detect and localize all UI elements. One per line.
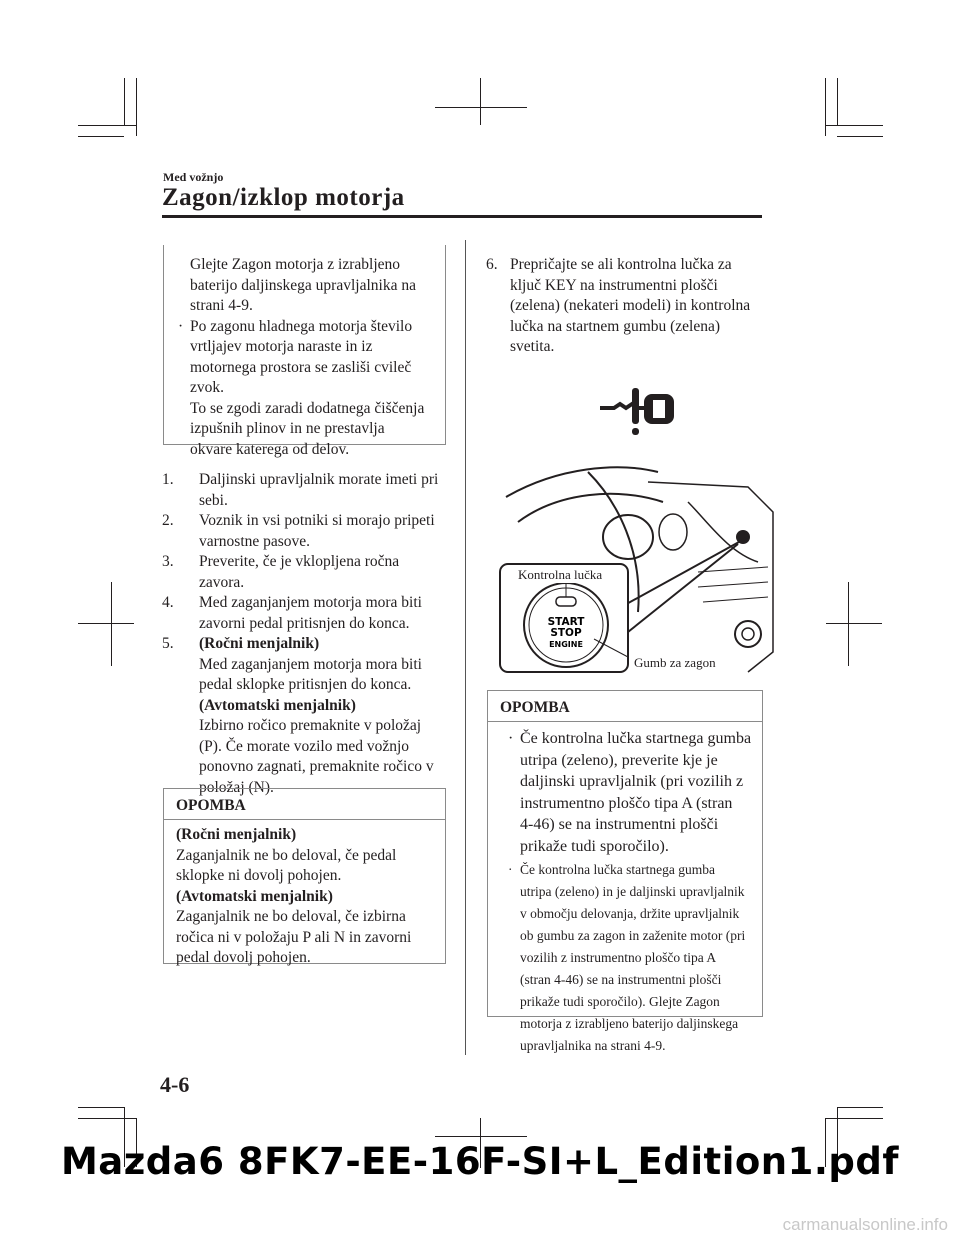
indicator-light-label: Kontrolna lučka xyxy=(518,567,603,582)
note-line: vrtljajev motorja naraste in iz xyxy=(190,338,373,355)
note-line: Zaganjalnik ne bo deloval, če pedal xyxy=(176,846,397,864)
list-item: 2. Voznik in vsi potniki si morajo pripeti varnostne pasove. xyxy=(162,512,435,550)
note-line: ob gumbu za zagon in zaženite motor (pri xyxy=(520,928,746,943)
crop-mark xyxy=(435,1136,527,1137)
header-rule xyxy=(162,215,762,218)
section-label: Med vožnjo xyxy=(163,170,224,184)
note-box-right xyxy=(487,690,763,1053)
note-line: baterijo daljinskega upravljalnika na xyxy=(190,276,416,294)
note-title: OPOMBA xyxy=(164,789,445,820)
crop-mark xyxy=(480,78,481,125)
start-label: START xyxy=(547,616,585,628)
note-line: v območju delovanja, držite upravljalnik xyxy=(520,906,740,921)
key-indicator-icon xyxy=(596,382,680,440)
page-number: 4-6 xyxy=(160,1072,190,1097)
list-item: 4. Med zaganjanjem motorja mora biti zavorni pedal pritisnjen do konca. xyxy=(162,594,422,632)
note-line: sklopke ni dovolj pohojen. xyxy=(176,867,342,884)
watermark: carmanualsonline.info xyxy=(782,1215,948,1234)
crop-mark xyxy=(848,582,849,666)
note-line: prikaže tudi sporočilo). xyxy=(520,837,669,855)
bullet: · xyxy=(508,862,513,877)
note-line: Če kontrolna lučka startnega gumba xyxy=(520,730,752,747)
note-line: To se zgodi zaradi dodatnega čiščenja xyxy=(190,399,425,417)
note-line: motorja z izrabljeno baterijo daljinskega xyxy=(520,1016,739,1031)
note-line: Po zagonu hladnega motorja število xyxy=(190,317,413,335)
note-line: utripa (zeleno), preverite kje je xyxy=(520,751,718,769)
note-line: izpušnih plinov in ne prestavlja xyxy=(190,420,385,437)
crop-mark xyxy=(78,136,124,137)
note-line: daljinski upravljalnik (pri vozilih z xyxy=(520,773,744,790)
crop-mark xyxy=(837,1107,883,1108)
crop-mark xyxy=(825,1118,883,1119)
note-line: (stran 4-46) se na instrumentni plošči xyxy=(520,972,722,987)
page-title: Zagon/izklop motorja xyxy=(162,184,405,211)
note-line: strani 4-9. xyxy=(190,297,253,314)
note-line: ročica ni v položaju P ali N in zavorni xyxy=(176,928,412,946)
crop-mark xyxy=(826,623,882,624)
continued-note-box xyxy=(163,245,446,458)
note-box-left xyxy=(163,788,446,964)
note-title: OPOMBA xyxy=(488,691,762,722)
note-line: upravljalnika na strani 4-9. xyxy=(520,1038,666,1053)
crop-mark xyxy=(78,623,134,624)
note-line: prikaže tudi sporočilo). Glejte Zagon xyxy=(520,994,720,1009)
note-subhead: (Avtomatski menjalnik) xyxy=(176,887,333,905)
bullet: · xyxy=(508,730,514,747)
engine-label: ENGINE xyxy=(549,640,583,649)
list-item: 5. (Ročni menjalnik) Med zaganjanjem motorja mora biti pedal sklopke pritisnjen do konca. (Avtomatski menjalnik) Izbirno ročico premaknite v položaj (P). Če morate vozilo med vožnjo ponovno zagnati, premaknite ročico v položaj (N). xyxy=(162,635,434,796)
crop-mark xyxy=(111,582,112,666)
crop-mark xyxy=(837,136,883,137)
crop-mark xyxy=(78,125,136,126)
crop-mark xyxy=(825,78,826,136)
note-line: Zaganjalnik ne bo deloval, če izbirna xyxy=(176,908,406,925)
crop-mark xyxy=(837,78,838,125)
crop-mark xyxy=(124,78,125,125)
note-line: Če kontrolna lučka startnega gumba xyxy=(520,862,715,877)
note-line: Glejte Zagon motorja z izrabljeno xyxy=(190,256,401,273)
crop-mark xyxy=(136,78,137,136)
start-button-label: Gumb za zagon xyxy=(634,655,716,670)
note-subhead: (Ročni menjalnik) xyxy=(176,826,297,843)
note-line: zvok. xyxy=(190,379,225,396)
column-divider xyxy=(465,240,466,1055)
note-line: okvare katerega od delov. xyxy=(190,440,350,458)
crop-mark xyxy=(825,125,883,126)
crop-mark xyxy=(435,107,527,108)
note-line: pedal dovolj pohojen. xyxy=(176,949,311,966)
note-line: vozilih z instrumentno ploščo tipa A xyxy=(520,950,717,965)
stop-label: STOP xyxy=(550,627,582,639)
note-line: 4-46) se na instrumentni plošči xyxy=(520,816,719,833)
list-item: 1. Daljinski upravljalnik morate imeti pri sebi. xyxy=(162,471,439,509)
crop-mark xyxy=(78,1118,136,1119)
crop-mark xyxy=(78,1107,124,1108)
step-6: 6. Prepričajte se ali kontrolna lučka za ključ KEY na instrumentni plošči (zelena) (nekateri modeli) in kontrolna lučka na startnem gumbu (zelena) svetita. xyxy=(486,256,751,355)
steps-list xyxy=(162,470,452,798)
note-line: motornega prostora se zasliši cvileč xyxy=(190,358,412,376)
note-line: utripa (zeleno) in je daljinski upravljalnik xyxy=(520,884,745,899)
bullet: · xyxy=(178,317,184,335)
note-line: instrumentno ploščo tipa A (stran xyxy=(520,794,733,812)
list-item: 3. Preverite, če je vklopljena ročna zavora. xyxy=(162,553,400,591)
footer-filename: Mazda6 8FK7-EE-16F-SI+L_Edition1.pdf xyxy=(60,1140,900,1183)
